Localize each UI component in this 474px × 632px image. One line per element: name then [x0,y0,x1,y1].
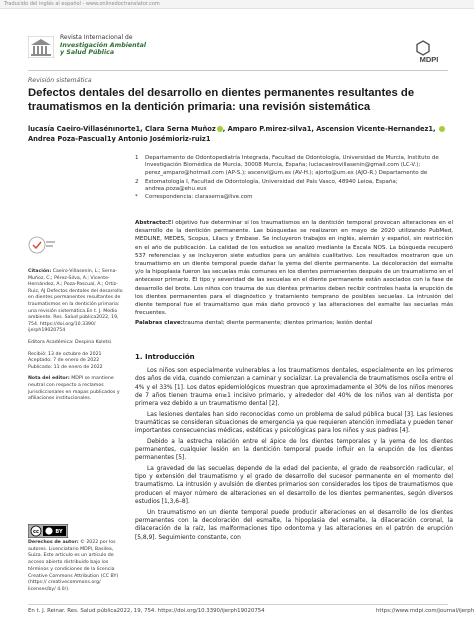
publisher-note-label: Nota del editor: [28,376,70,382]
authors-line1: lucasía Caeiro-Villasénınorte1, Clara Serna Muñoz [28,125,216,133]
abstract-text: El objetivo fue determinar si los traumatismos en la dentición temporal provocan alteraciones en el desarrollo de la dentición permanente. Las búsquedas se realizaron en mayo de 2020 utilizando PubMed, MEDLINE, MEDES, Scopus, Lilacs y Embase. Se incluyeron trabajos en inglés, alemán y español, sin restricción en el año de publicación. La calidad de los estudios se analizó mediante la Escala NOS. La búsqueda recuperó 537 referencias y se incluyeron siete estudios para un análisis cualitativo. Los resultados mostraron que un traumatismo en un diente temporal puede dañar la yema del diente permanente. La decoloración del esmalte y/o la hipoplasia fueron las secuelas más comunes en los dientes permanentes después de un traumatismo en el antecesor primario. El tipo y severidad de las secuelas en el diente permanente están asociados con la fase de desarrollo del brote. Los niños con trauma de sus dientes primarios deben recibir controles hasta la erupción de los dientes permanentes para el diagnóstico y tratamiento temprano de posibles secuelas. La intrusión del diente temporal fue el traumatismo que más daño provocó y las alteraciones del esmalte las secuelas más frecuentes. [135,220,453,317]
creative-commons-by-icon[interactable] [28,524,68,538]
section-heading: 1. Introducción [135,353,195,361]
article-info-sidebar [28,235,128,403]
keywords-text: trauma dental; diente permanente; dientes primarios; lesión dental [182,320,373,326]
publisher-note [28,376,128,402]
keywords-label: Palabras clave: [135,320,183,326]
received-date: Recibió: 13 de octubre de 2021 [28,351,102,357]
footer-citation: En t. J. Reinar. Res. Salud pública2022, 19, 754. https://doi.org/10.3390/ijerph19020754 [28,608,265,614]
authors-line1b: , Amparo P.mirez-silva1, Ascension Vicente-Hernandez1, [222,125,436,133]
body-paragraph: Las lesiones dentales han sido reconocidas como un problema de salud pública bucal [3]. Las lesiones traumáticas se consideran situaciones de emergencia ya que requieren atención inmediata y pueden tener importantes consecuencias médicas, estéticas y psicológicas para los niños y sus padres [4]. [135,411,453,435]
body-paragraph: La gravedad de las secuelas depende de la edad del paciente, el grado de reabsorción radicular, el tipo y extensión del traumatismo y el grado de desarrollo del sucesor permanente en el momento del traumatismo. La intrusión y avulsión de dientes primarios son considerados los tipos de traumatismos que producen el mayor número de alteraciones en el desarrollo de los dientes permanentes, según diversos estudios [1,3,6–8]. [135,465,453,506]
translation-banner-text: Traducido del inglés al español - www.onlinedoctranslator.com [4,1,160,7]
citation-block [28,269,128,335]
footer-journal-link[interactable]: https://www.mdpi.com/journal/ijerph [376,608,474,614]
citation-label: Citación: [28,269,52,274]
footer-divider [28,604,448,605]
header-divider [28,70,448,71]
body-paragraph: Los niños son especialmente vulnerables a los traumatismos dentales, especialmente en los primeros dos años de vida, cuando comienzan a caminar y socializar. La prevalencia de traumatismos oscila entre el 4% y el 33% [1]. Los datos epidemiológicos muestran que aproximadamente el 30% de los niños menores de 7 años tienen trauma en≥1 incisivo primario, y alrededor del 40% de los niños van al dentista por primera vez debido a un traumatismo dental [2]. [135,368,453,408]
mdpi-logo [409,40,449,64]
publisher-note-text: MDPI se mantiene neutral con respecto a reclamos jurisdiccionales en mapas publicados y afiliaciones institucionales. [28,376,120,402]
check-for-updates-icon[interactable] [28,235,56,255]
introduction-body [135,367,453,544]
orcid-icon[interactable] [439,126,445,132]
body-paragraph: Debido a la estrecha relación entre el ápice de los dientes temporales y la yema de los dientes permanentes, cualquier lesión en la dentición temporal puede influir en la erupción de los dientes permanentes [5]. [135,438,453,462]
accepted-date: Aceptado: 7 de enero de 2022 [28,358,100,364]
journal-name-line1: Revista Internacional de [60,34,133,41]
published-date: Publicado: 11 de enero de 2022 [28,364,103,370]
academic-editor: Editora Académica: Despina Koletsi [28,339,112,345]
journal-name-line2: Investigación Ambiental [60,41,147,49]
abstract [135,219,453,317]
article-title: Defectos dentales del desarrollo en dientes permanentes resultantes de traumatismos en la dentición primaria: una revisión sistemática [28,87,415,113]
citation-text: Caeiro-Villasenín, L.; Serna-Muñoz, C.; Pérez-Silva, A.; Vicente-Hernández, A.; Poza-Pascual, A.; Ortiz-Ruiz, AJ Defectos dentales del desarrollo en dientes permanentes resultantes de traumatismos en la dentición primaria: una revisión sistemática.En t. J. Medio ambiente. Res. Salud pública2022, 19, 754. https://doi.org/10.3390/ ijerph19020754 [28,269,123,334]
copyright-label: Derechos de autor: [28,540,79,545]
author-list [28,124,458,144]
body-paragraph: Un traumatismo en un diente temporal puede producir alteraciones en el desarrollo de los dientes permanentes con la decoloración del esmalte, la hipoplasia del esmalte, la dilaceración coronal, la dilaceración de la raíz, las malformaciones tipo odontoma y las alteraciones en el patrón de erupción [5,8,9]. Seguimiento constante, con [135,509,453,541]
journal-building-logo [28,36,54,58]
journal-name [60,35,146,56]
authors-line2: Andrea Poza-Pascual1y Antonio Josémioriz-ruiz1 [28,135,211,143]
translation-banner [0,0,474,9]
mdpi-logo-text: MDPI [419,55,439,64]
abstract-label: Abstracto: [135,220,168,226]
journal-name-line3: y Salud Pública [60,49,115,57]
affiliation-item: perez_amparo@hotmail.com (AP-S.); ascenvi@um.es (AV-H.); ajorto@um.es (AJO-R.) Departamento de [145,170,428,177]
correspondence: * Correspondencia: claraserna@live.com [135,194,253,201]
affiliations [135,155,455,202]
svg-text:cc: cc [33,529,39,536]
keywords [135,319,453,327]
article-type: Revisión sistemática [28,77,92,84]
copyright-block [28,540,128,594]
copyright-text: © 2022 por los autores. Licenciatario MDPI, Basilea, Suiza. Este artículo es un artículo de acceso abierto distribuido bajo los términos y condiciones de la licencia Creative Commons Attribution (CC BY) (https:// creativecommons.org/ licenses/by/ 4.0/). [28,540,119,592]
dates-block [28,352,128,372]
affiliation-item: 2 Estomatología I, Facultad de Odontología, Universidad del País Vasco, 48940 Leioa, España; andrea.poza@ehu.eus [135,178,398,192]
svg-text:BY: BY [55,529,63,535]
affiliation-item: 1 Departamento de Odontopediatría Integrada, Facultad de Odontología, Universidad de Murcia, Instituto de Investigación Biomédica de Murcia, 30008 Murcia, España; luciacaeirovillasenin@gmail.com (LC-V.); [135,155,439,169]
